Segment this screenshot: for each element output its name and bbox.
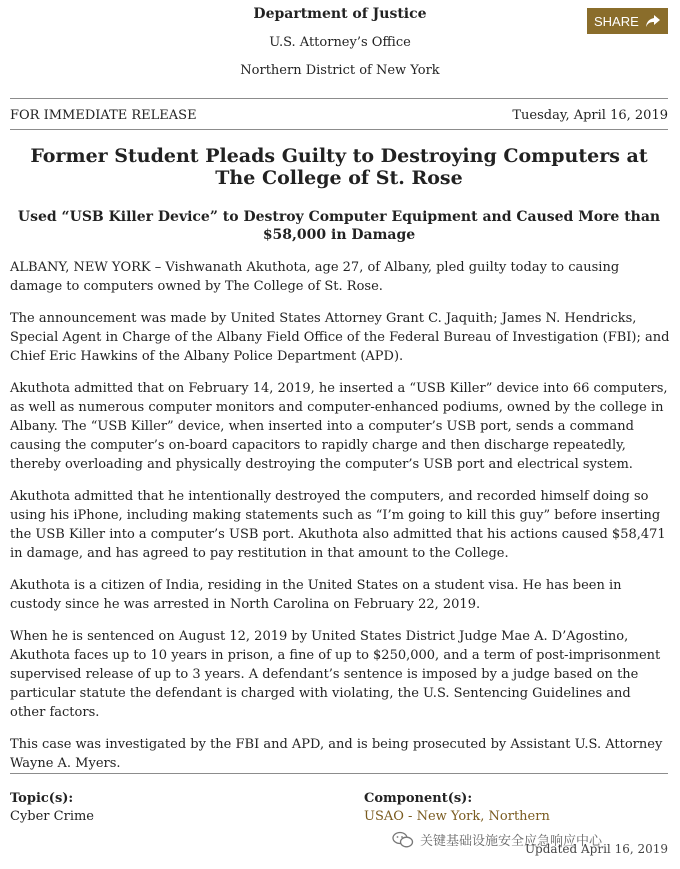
topics-value[interactable]: Cyber Crime (10, 809, 94, 824)
paragraph: Akuthota is a citizen of India, residing in the United States on a student visa. He has been in custody since he was arrested in North Carolina on February 22, 2019. (10, 578, 622, 612)
office-name: U.S. Attorney’s Office (269, 35, 411, 50)
paragraph: Akuthota admitted that he intentionally destroyed the computers, and recorded himself doing so using his iPhone, including making statements such as “I’m going to kill this guy” before inserting the USB Killer into a computer’s USB port. Akuthota also admitted that his actions caused $58,471 in damage, and has agreed to pay restitution in that amount to the College. (10, 489, 666, 561)
district-name: Northern District of New York (240, 63, 440, 78)
paragraph: This case was investigated by the FBI and APD, and is being prosecuted by Assistant U.S. Attorney Wayne A. Myers. (10, 737, 663, 771)
wechat-icon (392, 831, 414, 849)
release-divider (10, 129, 668, 130)
department-name: Department of Justice (253, 6, 427, 22)
release-line (10, 108, 668, 123)
paragraph: When he is sentenced on August 12, 2019 by United States District Judge Mae A. D’Agostino, Akuthota faces up to 10 years in prison, a fine of up to $250,000, and a term of post-imprisonment supervised release of up to 3 years. A defendant’s sentence is imposed by a judge based on the particular statute the defendant is charged with violating, the U.S. Sentencing Guidelines and other factors. (10, 629, 661, 720)
topics-label: Topic(s): (10, 791, 74, 806)
share-button[interactable] (587, 8, 668, 34)
topics-section (10, 790, 94, 826)
release-date: Tuesday, April 16, 2019 (512, 108, 668, 123)
paragraph: The announcement was made by United States Attorney Grant C. Jaquith; James N. Hendricks, Special Agent in Charge of the Albany Field Office of the Federal Bureau of Investigation (FBI); and Chief Eric Hawkins of the Albany Police Department (APD). (10, 311, 670, 364)
components-label: Component(s): (364, 791, 473, 806)
updated-date: Updated April 16, 2019 (524, 842, 668, 856)
paragraph: ALBANY, NEW YORK – Vishwanath Akuthota, age 27, of Albany, pled guilty today to causing damage to computers owned by The College of St. Rose. (10, 260, 620, 294)
share-arrow-icon (645, 14, 661, 28)
release-label: FOR IMMEDIATE RELEASE (10, 108, 197, 123)
components-section (364, 790, 550, 826)
paragraph: Akuthota admitted that on February 14, 2019, he inserted a “USB Killer” device into 66 computers, as well as numerous computer monitors and computer-enhanced podiums, owned by the college in Albany. The “USB Killer” device, when inserted into a computer’s USB port, sends a command causing the computer’s on-board capacitors to rapidly charge and then discharge repeatedly, thereby overloading and physically destroying the computer’s USB port and electrical system. (10, 381, 668, 472)
share-label: SHARE (594, 13, 639, 29)
footer-divider (10, 773, 668, 774)
watermark-text: 关键基础设施安全应急响应中心 (420, 834, 603, 849)
component-link[interactable]: USAO - New York, Northern (364, 809, 550, 824)
header-divider (10, 98, 668, 99)
page-subtitle: Used “USB Killer Device” to Destroy Computer Equipment and Caused More than $58,000 in Damage (17, 209, 661, 243)
page-header (0, 0, 680, 79)
article-body (10, 258, 670, 786)
page-title: Former Student Pleads Guilty to Destroying Computers at The College of St. Rose (30, 145, 648, 189)
